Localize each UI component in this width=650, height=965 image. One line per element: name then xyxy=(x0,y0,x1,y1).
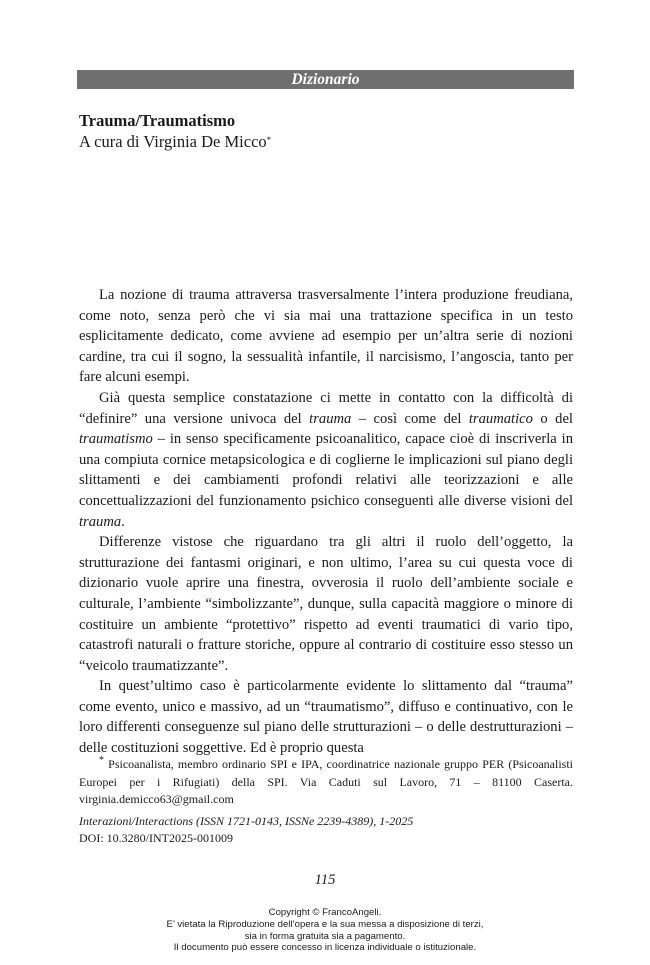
emphasis-term: traumatico xyxy=(468,410,533,427)
paragraph-2-text: – in senso specificamente psicoanalitico, capace cioè di inscriverla in una compiuta cornice metapsicologica e di coglierne le implicazioni sul piano degli slittamenti e dei cambiamenti profondi relativi alle teorizzazioni e alle concettualizzazioni del funzionamento psichico conseguenti alle diverse visioni del xyxy=(79,431,573,509)
article-body xyxy=(79,285,573,759)
page-number: 115 xyxy=(314,872,336,888)
author-footnote-mark: * xyxy=(266,135,272,145)
paragraph-2-text: o del xyxy=(532,410,573,427)
emphasis-term: trauma xyxy=(309,410,352,427)
article-title: Trauma/Traumatismo xyxy=(79,111,236,130)
footnote-body: Psicoanalista, membro ordinario SPI e IPA, coordinatrice nazionale gruppo PER (Psicoanalisti Europei per i Rifugiati) della SPI. Via Caduti sul Lavoro, 71 – 81100 Caserta. virginia.demicco63@gmail.com xyxy=(79,757,573,807)
journal-citation: Interazioni/Interactions (ISSN 1721-0143, ISSNe 2239-4389), 1-2025 xyxy=(79,814,414,828)
author-prefix: A cura di xyxy=(79,132,144,151)
author-name: Virginia De Micco xyxy=(143,132,267,151)
emphasis-term: traumatismo xyxy=(79,431,153,448)
copyright-notice xyxy=(0,907,650,954)
paragraph-4: In quest’ultimo caso è particolarmente evidente lo slittamento dal “trauma” come evento, unico e massivo, ad un “traumatismo”, diffuso e continuativo, con le loro differenti conseguenze sul piano delle strutturazioni – o delle destrutturazioni – delle costituzioni soggettive. Ed è proprio questa xyxy=(79,678,573,757)
copyright-line: E’ vietata la Riproduzione dell’opera e la sua messa a disposizione di terzi, xyxy=(166,918,484,930)
paragraph-2-text: Già questa semplice constatazione ci mette in contatto con la difficoltà di “definire” una versione univoca del xyxy=(79,389,573,427)
footnote-mark: * xyxy=(99,755,104,766)
section-title: Dizionario xyxy=(291,71,360,88)
journal-info xyxy=(79,813,573,847)
paragraph-2 xyxy=(79,388,573,532)
section-header-bar xyxy=(77,70,574,89)
paragraph-2-text: . xyxy=(121,513,125,530)
emphasis-term: trauma xyxy=(79,513,122,530)
copyright-line: sia in forma gratuita sia a pagamento. xyxy=(244,930,406,942)
footnote-text xyxy=(79,752,573,809)
footnote xyxy=(79,752,573,809)
copyright-line: Il documento può essere concesso in licenza individuale o istituzionale. xyxy=(173,942,477,954)
paragraph-3: Differenze vistose che riguardano tra gli altri il ruolo dell’oggetto, la strutturazione dei fantasmi originari, e non ultimo, l’area su cui questa voce di dizionario vuole aprire una finestra, ovverosia il ruolo dell’ambiente sociale e culturale, l’ambiente “simbolizzante”, dunque, sulla capacità maggiore o minore di costituire un ambiente “protettivo” rispetto ad eventi traumatici di vario tipo, catastrofi naturali o fratture storiche, oppure al contrario di costituire esso stesso un “veicolo traumatizzante”. xyxy=(79,534,573,674)
copyright-line: Copyright © FrancoAngeli. xyxy=(268,907,382,918)
article-author xyxy=(79,132,271,152)
journal-doi: DOI: 10.3280/INT2025-001009 xyxy=(79,831,233,845)
paragraph-1: La nozione di trauma attraversa trasversalmente l’intera produzione freudiana, come noto, senza però che vi sia mai una trattazione specifica in un testo esplicitamente dedicato, come avviene ad esempio per un’altra serie di nozioni cardine, tra cui il sogno, la sessualità infantile, il narcisismo, l’angoscia, tanto per fare alcuni esempi. xyxy=(79,287,573,386)
paragraph-2-text: – così come del xyxy=(351,410,469,427)
